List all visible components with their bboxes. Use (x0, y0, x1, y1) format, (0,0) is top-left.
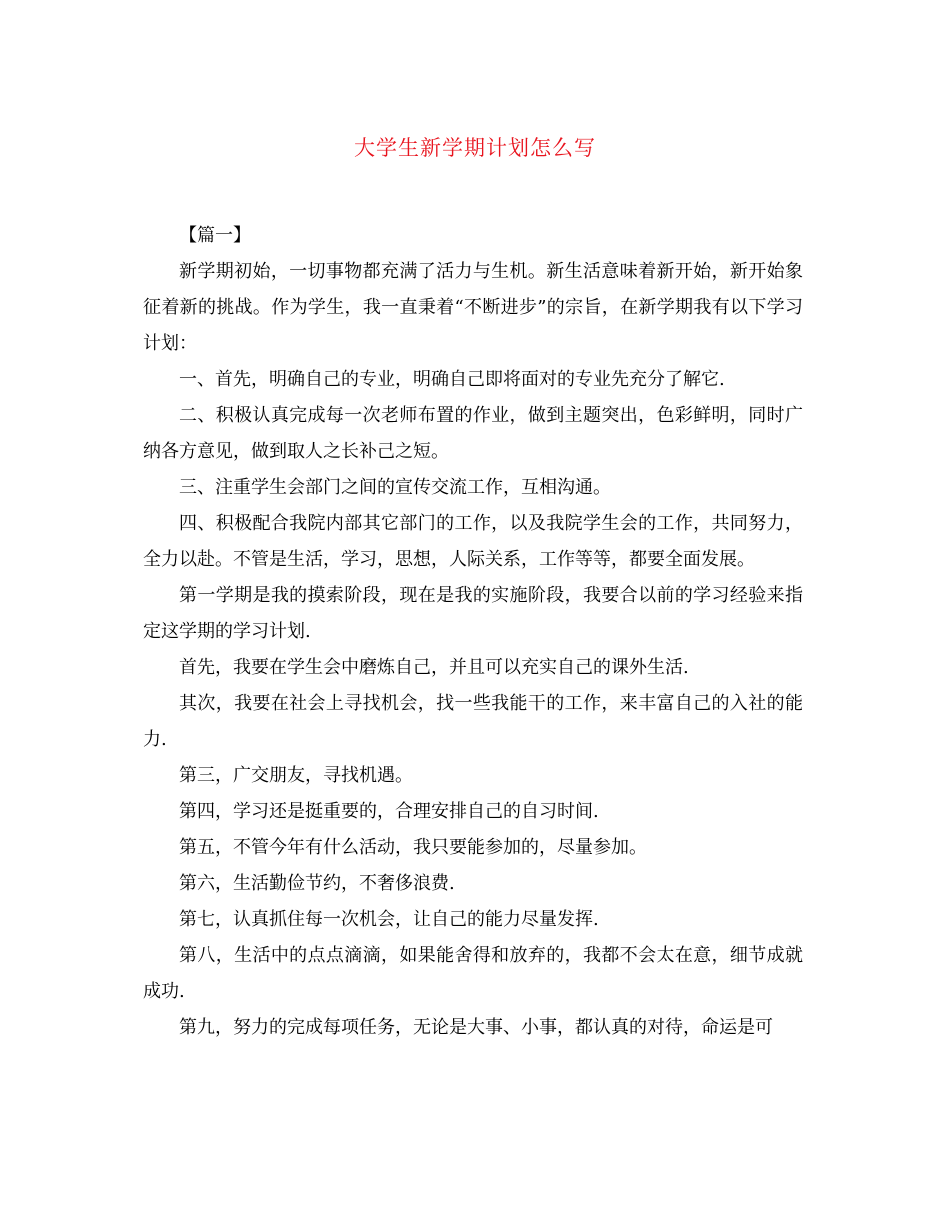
paragraph-ninth: 第九，努力的完成每项任务，无论是大事、小事，都认真的对待，命运是可 (179, 1017, 773, 1038)
paragraph-fourth: 第四，学习还是挺重要的，合理安排自己的自习时间. (179, 801, 599, 822)
document-body (143, 218, 803, 1046)
paragraph-third: 第三，广交朋友，寻找机遇。 (179, 765, 413, 786)
paragraph-semester-stage: 第一学期是我的摸索阶段，现在是我的实施阶段，我要合以前的学习经验来指定这学期的学习计划. (143, 585, 803, 642)
paragraph-fifth: 第五，不管今年有什么活动，我只要能参加的，尽量参加。 (179, 837, 647, 858)
paragraph-plan-1: 一、首先，明确自己的专业，明确自己即将面对的专业先充分了解它. (179, 369, 725, 390)
paragraph-plan-4: 四、积极配合我院内部其它部门的工作，以及我院学生会的工作，共同努力，全力以赴。不管是生活，学习，思想，人际关系，工作等等，都要全面发展。 (143, 513, 803, 570)
paragraph-seventh: 第七，认真抓住每一次机会，让自己的能力尽量发挥. (179, 909, 599, 930)
paragraph-plan-3: 三、注重学生会部门之间的宣传交流工作，互相沟通。 (179, 477, 611, 498)
paragraph-sixth: 第六，生活勤俭节约，不奢侈浪费. (179, 873, 455, 894)
paragraph-first: 首先，我要在学生会中磨炼自己，并且可以充实自己的课外生活. (179, 657, 689, 678)
paragraph-second: 其次，我要在社会上寻找机会，找一些我能干的工作，来丰富自己的入社的能力. (143, 693, 803, 750)
section-heading: 【篇一】 (179, 225, 251, 246)
document-title: 大学生新学期计划怎么写 (354, 136, 596, 160)
paragraph-intro: 新学期初始，一切事物都充满了活力与生机。新生活意味着新开始，新开始象征着新的挑战。作为学生，我一直秉着“不断进步”的宗旨，在新学期我有以下学习计划： (143, 261, 803, 354)
paragraph-eighth: 第八，生活中的点点滴滴，如果能舍得和放弃的，我都不会太在意，细节成就成功. (143, 945, 803, 1002)
paragraph-plan-2: 二、积极认真完成每一次老师布置的作业，做到主题突出，色彩鲜明，同时广纳各方意见，做到取人之长补己之短。 (143, 405, 803, 462)
